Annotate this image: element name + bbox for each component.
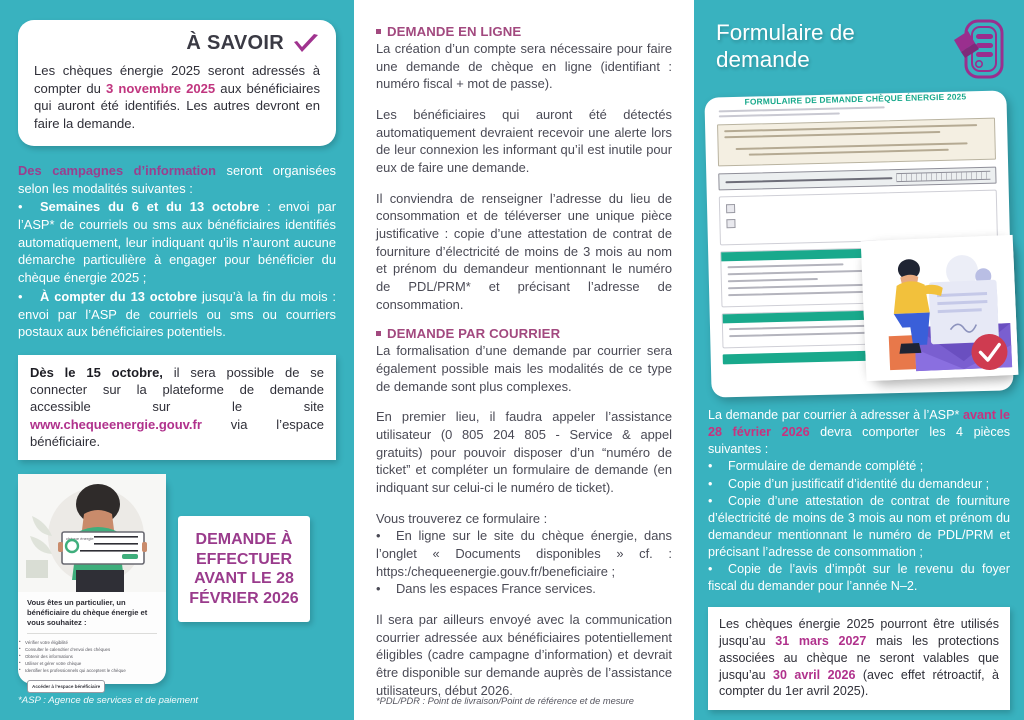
checkbox-icon[interactable] bbox=[726, 204, 735, 213]
paragraph: La formalisation d’une demande par courrier sera également possible mais les modalités de ce type de demande sont plus complexes. bbox=[376, 343, 672, 394]
a-savoir-callout bbox=[18, 20, 336, 146]
form-checkbox-row[interactable] bbox=[726, 212, 990, 228]
square-bullet-icon bbox=[376, 331, 381, 336]
courrier-pre-text: La demande par courrier à adresser à l’ASP* bbox=[708, 408, 963, 422]
form-notice-block bbox=[717, 118, 996, 167]
paragraph: Il sera par ailleurs envoyé avec la communication courrier adressée aux bénéficiaires potentiellement éligibles (cadre campagne d’information) et devrait être disponible sur demande auprès de l’assistance utilisateurs, début 2026. bbox=[376, 612, 672, 698]
list-item-text: Copie d’un justificatif d’identité du demandeur ; bbox=[728, 476, 990, 491]
form-ticket-boxes bbox=[897, 171, 991, 182]
list-item-text: En ligne sur le site du chèque énergie, dans l’onglet « Documents disponibles » cf. : https:/chequeenergie.gouv.fr/beneficiaire ; bbox=[376, 528, 672, 579]
promo-heading: Vous êtes un particulier, un bénéficiaire du chèque énergie et vous souhaitez : bbox=[27, 598, 148, 628]
a-savoir-text-after: aux bénéficiaires qui auront été identifiés. Les autres devront en faire la demande. bbox=[34, 80, 321, 131]
paragraph: Les bénéficiaires qui auront été détectés automatiquement devraient recevoir une alerte lors de leur connexion les informant qu’il est inutile pour eux de faire une demande. bbox=[376, 107, 672, 176]
form-line bbox=[724, 131, 940, 138]
note-post: (avec effet rétroactif, à compter du 1er avril 2025). bbox=[719, 667, 1000, 699]
list-item bbox=[376, 580, 672, 598]
campagnes-item-0-rest: : envoi par l’ASP* de courriels ou sms aux bénéficiaires identifiés automatiquement, leur indiquant qu’ils n’auront aucune démarche particulière à engager pour bénéficier du chèque énergie 2025 ; bbox=[18, 199, 336, 286]
page-title: Formulaire de demande bbox=[716, 20, 855, 72]
beneficiary-promo-card bbox=[18, 474, 166, 689]
svg-text:chèque énergie: chèque énergie bbox=[66, 536, 94, 542]
list-item: • Consulter le calendrier d’envoi des chèques bbox=[18, 646, 166, 653]
middle-footnote: *PDL/PDR : Point de livraison/Point de référence et de mesure bbox=[376, 696, 634, 706]
bullet-icon: • bbox=[376, 528, 381, 544]
form-sub-row bbox=[741, 227, 991, 233]
list-item-text: Dans les espaces France services. bbox=[396, 581, 596, 597]
form-checkbox-row[interactable] bbox=[726, 197, 990, 213]
formulaire-sources-list bbox=[376, 527, 672, 598]
section-title-demande-par-courrier bbox=[376, 326, 672, 341]
list-item bbox=[376, 527, 672, 580]
note-pre: Les chèques énergie 2025 pourront être utilisés jusqu’au bbox=[719, 617, 999, 649]
paragraph: La création d’un compte sera nécessaire pour faire une demande de chèque en ligne (identifiant : numéro fiscal + mot de passe). bbox=[376, 41, 672, 92]
a-savoir-header bbox=[34, 32, 320, 55]
paragraph: Il conviendra de renseigner l’adresse du lieu de consommation et de téléverser une unique pièce justificative : copie d’une attestation de contrat de fourniture d’électricité de moins de 3 mois au nom et prénom du demandeur mentionnant le numéro de PDL/PRM* et précisant l’adresse de consommation. bbox=[376, 190, 672, 312]
form-document-icon bbox=[952, 18, 1006, 80]
campagnes-item-1-bold: À compter du 13 octobre bbox=[40, 288, 198, 304]
paragraph: En premier lieu, il faudra appeler l’assistance utilisateur (0 805 204 805 - Service & appel gratuits) pour pouvoir disposer d’un “numéro de ticket” et compléter un formulaire de demande (en indiquant sur celui-ci le numéro de ticket). bbox=[376, 409, 672, 496]
check-icon bbox=[292, 33, 320, 55]
mailing-illustration bbox=[861, 235, 1019, 381]
left-column bbox=[0, 0, 354, 720]
form-checkbox-label bbox=[740, 212, 990, 218]
courrier-deadline: avant le 28 février 2026 bbox=[708, 408, 1010, 440]
des-le-15-octobre-box bbox=[18, 355, 336, 460]
chequeenergie-url-link[interactable]: www.chequeenergie.gouv.fr bbox=[30, 416, 202, 432]
a-savoir-text-before: Les chèques énergie 2025 seront adressés à compter du bbox=[34, 63, 320, 96]
list-item bbox=[18, 198, 336, 286]
bullet-icon: • bbox=[708, 459, 713, 474]
note-date-1: 31 mars 2027 bbox=[775, 634, 867, 649]
promo-illustration bbox=[18, 474, 166, 592]
section2-title-text: DEMANDE PAR COURRIER bbox=[387, 326, 561, 342]
list-item bbox=[708, 458, 1010, 475]
campagnes-lead-rest: seront organisées selon les modalités suivantes : bbox=[18, 163, 336, 196]
list-item: • Identifier les professionnels qui acceptent le chèque bbox=[18, 667, 166, 674]
bullet-icon: • bbox=[376, 581, 381, 597]
bullet-icon: • bbox=[708, 562, 713, 577]
list-item: • Utiliser et gérer votre chèque bbox=[18, 660, 166, 667]
right-column bbox=[694, 0, 1024, 720]
pieces-list bbox=[708, 458, 1010, 595]
form-checkbox-label bbox=[740, 197, 990, 203]
paragraph: Vous trouverez ce formulaire : bbox=[376, 510, 548, 526]
list-item: • Vérifier votre éligibilité bbox=[18, 639, 166, 646]
form-line bbox=[749, 149, 950, 156]
courrier-requirements bbox=[708, 407, 1010, 595]
campagnes-item-1-rest: jusqu’à la fin du mois : envoi par l’ASP de courriels ou sms ou courriers postaux aux bénéficiaires potentiels. bbox=[18, 288, 336, 340]
promo-feature-list bbox=[18, 639, 166, 674]
acceder-espace-beneficiaire-button[interactable]: Accéder à l’espace bénéficiaire bbox=[27, 680, 105, 693]
person-mailing-letter-illustration bbox=[861, 235, 1019, 381]
middle-column bbox=[354, 0, 694, 720]
form-line bbox=[719, 106, 885, 112]
form-preview-image bbox=[704, 90, 1013, 397]
promo-divider bbox=[27, 633, 157, 634]
list-item-text: Formulaire de demande complété ; bbox=[728, 459, 924, 474]
campagnes-item-0-bold: Semaines du 6 et du 13 octobre bbox=[40, 199, 260, 215]
des-box-mid: il sera possible de se connecter sur la plateforme de demande accessible sur le site bbox=[30, 364, 324, 415]
list-item bbox=[708, 476, 1010, 493]
form-sub-label bbox=[741, 227, 991, 233]
form-preview-title: FORMULAIRE DE DEMANDE CHÈQUE ÉNERGIE 2025 bbox=[744, 91, 967, 107]
woman-holding-cheque-illustration bbox=[18, 474, 166, 592]
form-ticket-field bbox=[718, 167, 996, 191]
note-date-2: 30 avril 2026 bbox=[773, 667, 856, 682]
campagnes-block bbox=[18, 162, 336, 341]
bullet-icon: • bbox=[18, 199, 23, 215]
deadline-badge: DEMANDE À EFFECTUER AVANT LE 28 FÉVRIER 2026 bbox=[178, 516, 310, 622]
form-ticket-label bbox=[725, 177, 892, 183]
des-box-bold: Dès le 15 octobre, bbox=[30, 364, 163, 380]
list-item bbox=[708, 493, 1010, 562]
bullet-icon: • bbox=[708, 493, 713, 508]
bullet-icon: • bbox=[18, 288, 23, 304]
list-item-text: Copie d’une attestation de contrat de fourniture d’électricité de moins de 3 mois au nom et prénom du demandeur mentionnant le numéro de PDL/PRM et précisant l’adresse de consommation ; bbox=[708, 493, 1010, 559]
checkbox-icon[interactable] bbox=[726, 219, 735, 228]
list-item bbox=[708, 561, 1010, 595]
list-item-text: Copie de l’avis d’impôt sur le revenu du foyer fiscal du demander pour l’année N–2. bbox=[708, 562, 1010, 594]
note-mid: mais les protections associées au chèque ne seront valables que jusqu’au bbox=[719, 634, 999, 682]
section1-title-text: DEMANDE EN LIGNE bbox=[387, 24, 522, 39]
form-line bbox=[719, 113, 840, 118]
bullet-icon: • bbox=[708, 476, 713, 491]
a-savoir-date: 3 novembre 2025 bbox=[106, 80, 216, 96]
des-box-end: via l’espace bénéficiaire. bbox=[30, 416, 324, 449]
right-header bbox=[708, 16, 1010, 80]
campagnes-list bbox=[18, 198, 336, 340]
courrier-post-text: devra comporter les 4 pièces suivantes : bbox=[708, 425, 1010, 457]
square-bullet-icon bbox=[376, 29, 381, 34]
section-title-demande-en-ligne bbox=[376, 24, 672, 39]
right-footnote: *ASP : Agence de services et de paiement bbox=[708, 695, 889, 706]
left-footnote: *ASP : Agence de services et de paiement bbox=[18, 695, 199, 706]
list-item bbox=[18, 288, 336, 341]
campagnes-lead bbox=[18, 162, 336, 197]
a-savoir-text bbox=[34, 62, 320, 132]
left-bottom-row bbox=[18, 474, 336, 689]
list-item: • Obtenir des informations bbox=[18, 653, 166, 660]
campagnes-lead-bold: Des campagnes d’information bbox=[18, 163, 217, 179]
a-savoir-title: À SAVOIR bbox=[186, 32, 284, 54]
